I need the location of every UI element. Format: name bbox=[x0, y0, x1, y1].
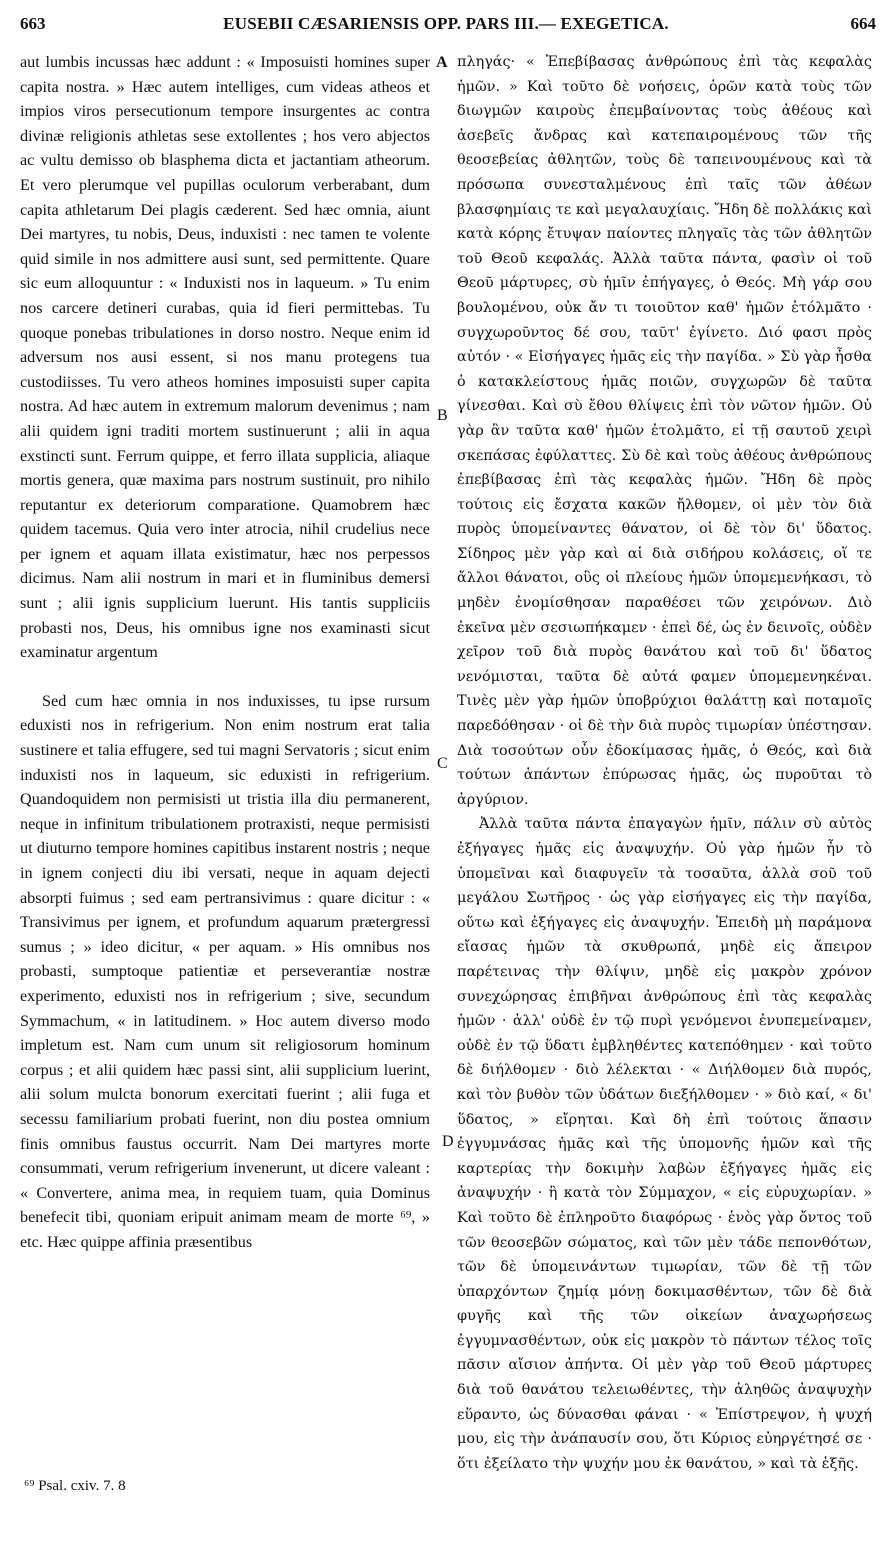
footnote: ⁶⁹ Psal. cxiv. 7. 8 bbox=[24, 1478, 126, 1494]
greek-column bbox=[457, 50, 872, 1476]
greek-paragraph-1: πληγάς· « Ἐπεβίβασας ἀνθρώπους ἐπὶ τὰς κεφαλὰς ἡμῶν. » Καὶ τοῦτο δὲ νοήσεις, ὁρῶν κατὰ τοὺς τῶν διωγμῶν καιροὺς ἐπεμβαίνοντας τοὺς ἀθέους καὶ ἀσεβεῖς ἄνδρας καὶ κατεπαιρομένους τῶν τῆς θεοσεβείας ἀθλητῶν, τοὺς δὲ ταπεινουμένους καὶ τὰ πρόσωπα συνεσταλμένους ἐπὶ ταῖς τῶν ἀθέων βλασφημίαις τε καὶ μεγαλαυχίαις. Ἤδη δὲ πολλάκις καὶ κατὰ κόρης ἔτυψαν παίοντες πληγαῖς τὰς τῶν ἀθλητῶν τοῦ Θεοῦ κεφαλάς. Ἀλλὰ ταῦτα πάντα, φασὶν οἱ τοῦ Θεοῦ μάρτυρες, σὺ ἡμῖν ἐπήγαγες, ὁ Θεός. Μὴ γάρ σου βουλομένου, οὐκ ἄν τι τοιοῦτον καθ' ἡμῶν ἐτόλμᾶτο · συγχωροῦντος δέ σου, ταῦτ' ἐγίνετο. Διό φασι πρὸς αὐτόν · « Εἰσήγαγες ἡμᾶς εἰς τὴν παγίδα. » Σὺ γὰρ ἦσθα ὁ κατακλείστους ἡμᾶς ποιῶν, συγχωρῶν δὲ ταῦτα γίνεσθαι. Καὶ σὺ ἔθου θλίψεις ἐπὶ τὸν νῶτον ἡμῶν. Οὐ γὰρ ἂν ταῦτα καθ' ἡμῶν ἐτολμᾶτο, εἰ τῇ σαυτοῦ χειρὶ σκεπάσας ἐφύλαττες. Σὺ δὲ καὶ τοὺς ἀθέους ἀνθρώπους ἐπεβίβασας ἐπὶ τὰς κεφαλὰς ἡμῶν. Ἤδη δὲ πρὸς τούτοις εἰς ἔσχατα κακῶν ἤλθομεν, οἱ μὲν τὸν διὰ πυρὸς ὑπομείναντες θάνατον, οἱ δὲ τὸν δι' ὕδατος. Σίδηρος μὲν γὰρ καὶ αἱ διὰ σιδήρου κολάσεις, οἵ τε ἄλλοι θάνατοι, οὓς οἱ πλείους ἡμῶν ὑπομεμενήκασι, τὸ μηδὲν ἐνομίσθησαν παραθέσει τῶν χειρόνων. Διὸ ἐκεῖνα μὲν σεσιωπήκαμεν · ἐπεὶ δέ, ὡς ἐν δεινοῖς, οὐδὲν χεῖρον τοῦ διὰ πυρὸς θανάτου καὶ τοῦ δι' ὕδατος νενόμισται, ταῦτα δὲ αὐτά φαμεν ὑπομεμενηκέναι. Τινὲς μὲν γὰρ ἡμῶν ὑποβρύχιοι θαλάττῃ καὶ ποταμοῖς παρεδόθησαν · οἱ δὲ τὴν διὰ πυρὸς τιμωρίαν ὑπέστησαν. Διὰ τοσούτων οὖν ἐδοκίμασας ἡμᾶς, ὁ Θεός, καὶ διὰ τούτων ἁπάντων ἐπύρωσας ἡμᾶς, ὡς πυροῦται τὸ ἀργύριον. bbox=[457, 54, 872, 808]
margin-marker-c: C bbox=[437, 755, 448, 772]
running-header bbox=[0, 0, 892, 40]
margin-marker-b: B bbox=[437, 407, 448, 424]
margin-marker-a: A bbox=[436, 54, 448, 71]
running-title: EUSEBII CÆSARIENSIS OPP. PARS III.— EXEGETICA. bbox=[223, 14, 669, 33]
margin-marker-d: D bbox=[442, 1133, 454, 1150]
page-number-right: 664 bbox=[850, 14, 876, 33]
latin-paragraph-1: aut lumbis incussas hæc addunt : « Imposuisti homines super capita nostra. » Hæc autem intelliges, cum videas atheos et impios viros persecutionum tempore insurgentes ac contra divinæ religionis athletas sese extollentes ; hos vero abjectos ac vultu demisso ob blasphema dicta et jactantiam atheorum. Et vero plerumque vel pupillas oculorum verberabant, dum capita athletarum Dei plagis cæderent. Sed hæc omnia, aiunt Dei martyres, tu nobis, Deus, induxisti : nec tamen te volente quid simile in nos admittere ausi sunt, sed permittente. Quare sic eum alloquuntur : « Induxisti nos in laqueum. » Tu enim nos carcere detineri curabas, quia id fieri permittebas. Tu quoque ponebas tribulationes in dorso nostro. Neque enim id adversum nos ausi essent, si nos manu protegens tua custodiisses. Tu vero atheos homines imposuisti super capita nostra. Ad hæc autem in extremum malorum devenimus ; nam alii quidem igni traditi mortem sustinuerunt ; alii in aqua exstincti sunt. Ferrum quippe, et ferro illata supplicia, aliaque mortis genera, quæ maxima pars nostrum sustinuit, pro nihilo reputantur ex deteriorum comparatione. Quamobrem hæc quidem tacemus. Quia vero inter atrocia, nihil crudelius nece per ignem et aquam illata existimatur, hæc nos perpessos dicimus. Nam alii nostrum in mari et in fluminibus demersi sunt ; alii ignis supplicium luerunt. His tantis suppliciis probasti nos, Deus, his omnibus igne nos examinasti sicut examinatur argentum bbox=[20, 53, 430, 662]
latin-paragraph-2: Sed cum hæc omnia in nos induxisses, tu ipse rursum eduxisti nos in refrigerium. Non enim nostrum erat talia sustinere et talia effugere, sed tui magni Servatoris ; sicut enim induxisti nos in laqueum, sic eduxisti in refrigerium. Quandoquidem non permisisti ut tristia illa diu permanerent, neque in infinitum tribulationem protraxisti, neque permisisti ut diuturno tempore homines capitibus instarent nostris ; neque in ignem conjecti diu ibi versati, neque in aquam dejecti absorpti fuimus ; sed eam pertransivimus : quare dicitur : « Transivimus per ignem, et profundum aquarum prætergressi sumus ; » ideo dicitur, « per aquam. » His omnibus nos probasti, sumptoque patientiæ et perseverantiæ nostræ experimento, eduxisti nos in refrigerium ; sive, secundum Symmachum, « in latitudinem. » Hoc autem diverso modo impletum est. Nam cum unum sit religiosorum hominum corpus ; et alii quidem hæc passi sint, alii supplicium luerint, alii solum mulcta bonorum exercitati fuerint ; alii fuga et secessu familiarium probati fuerint, non diu postea omnium finis omnibus faustus occurrit. Nam Dei martyres morte consummati, verum refrigerium invenerunt, ut dicere valeant : « Convertere, anima mea, in requiem tuam, quia Dominus benefecit tibi, quoniam eripuit animam meam de morte ⁶⁹, » etc. Hæc quippe affinia præsentibus bbox=[20, 691, 430, 1251]
page-number-left: 663 bbox=[20, 14, 46, 33]
latin-column bbox=[20, 50, 430, 1255]
greek-paragraph-2: Ἀλλὰ ταῦτα πάντα ἐπαγαγὼν ἡμῖν, πάλιν σὺ αὐτὸς ἐξήγαγες ἡμᾶς εἰς ἀναψυχήν. Οὐ γὰρ ἡμῶν ἦν τὸ ὑπομεῖναι καὶ διαφυγεῖν τὰ τοσαῦτα, ἀλλὰ σοῦ τοῦ μεγάλου Σωτῆρος · ὡς γὰρ εἰσήγαγες εἰς τὴν παγίδα, οὕτω καὶ ἐξήγαγες εἰς ἀναψυχήν. Ἐπειδὴ μὴ παράμονα εἴασας ἡμῶν τὰ σκυθρωπά, μηδὲ εἰς ἄπειρον παρέτεινας τὴν θλίψιν, μηδὲ εἰς μακρὸν χρόνον συνεχώρησας ἐπιβῆναι ἀνθρώπους ἐπὶ τὰς κεφαλὰς ἡμῶν · ἀλλ' οὐδὲ ἐν τῷ πυρὶ γενόμενοι ἐνυπεμείναμεν, οὐδὲ ἐν τῷ ὕδατι ἐμβληθέντες κατεπόθημεν · καὶ τοῦτο δὲ διήλθομεν · διὸ λέλεκται · « Διήλθομεν διὰ πυρός, καὶ τὸν βυθὸν τῶν ὑδάτων διεξήλθομεν · » διὸ καί, « δι' ὕδατος, » εἴρηται. Καὶ δὴ ἐπὶ τούτοις ἅπασιν ἐγγυμνάσας ἡμᾶς καὶ τῆς ὑπομονῆς ἡμῶν καὶ τῆς καρτερίας τὴν δοκιμὴν λαβὼν ἐξήγαγες ἡμᾶς εἰς ἀναψυχήν · ἢ κατὰ τὸν Σύμμαχον, « εἰς εὐρυχωρίαν. » Καὶ τοῦτο δὲ ἐπληροῦτο διαφόρως · ἑνὸς γὰρ ὄντος τοῦ τῶν θεοσεβῶν σώματος, καὶ τῶν μὲν τάδε πεπονθότων, τῶν δὲ ὑπομεινάντων τιμωρίαν, τῶν δὲ τῇ τῶν ὑπαρχόντων ζημίᾳ μόνῃ δοκιμασθέντων, τῶν δὲ διὰ φυγῆς καὶ τῆς τῶν οἰκείων ἀναχωρήσεως ἐγγυμνασθέντων, οὐκ εἰς μακρὸν τὸ πάντων τέλος τοῖς πᾶσιν αἴσιον ἀπήντα. Οἱ μὲν γὰρ τοῦ Θεοῦ μάρτυρες διὰ τοῦ θανάτου τελειωθέντες, τὴν ἀληθῶς ἀναψυχὴν εὕραντο, ὡς δύνασθαι φάναι · « Ἐπίστρεψον, ἡ ψυχή μου, εἰς τὴν ἀνάπαυσίν σου, ὅτι Κύριος εὐηργέτησέ σε · ὅτι ἐξείλατο τὴν ψυχήν μου ἐκ θανάτου, » καὶ τὰ ἑξῆς. bbox=[457, 816, 872, 1472]
